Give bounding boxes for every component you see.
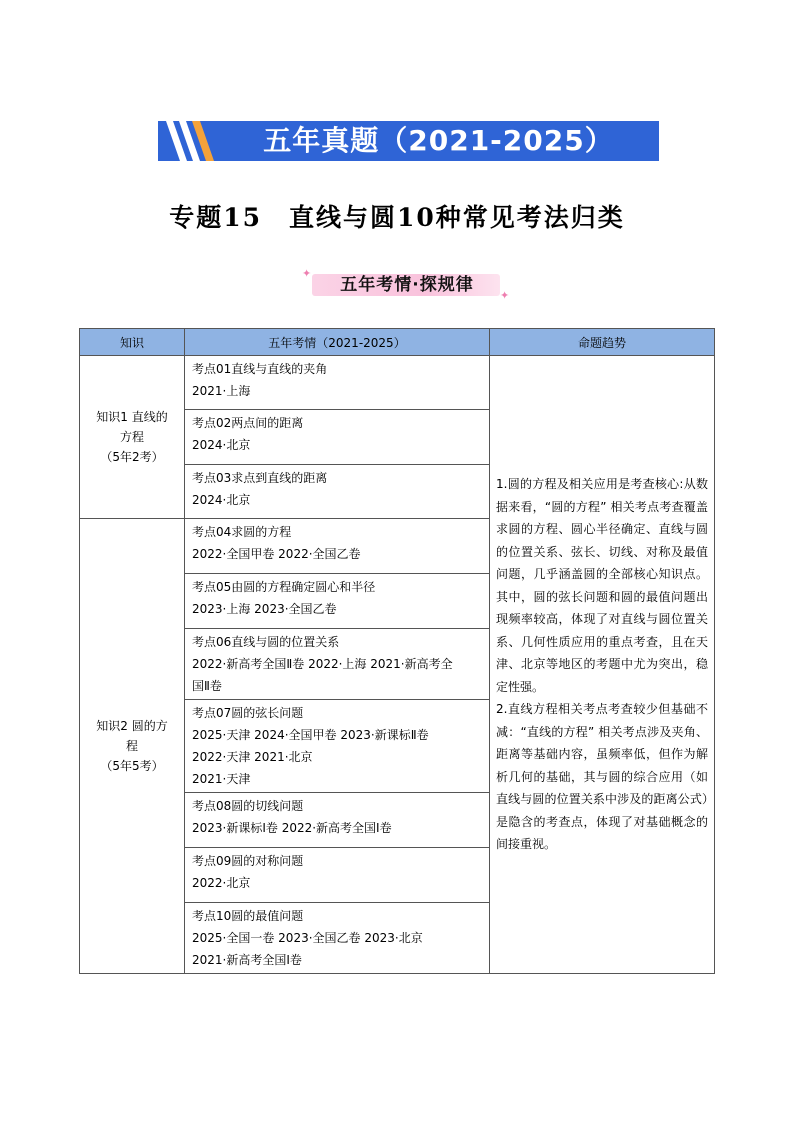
header-knowledge: 知识: [80, 329, 185, 356]
exam-point-cell: 考点04求圆的方程 2022·全国甲卷 2022·全国乙卷: [185, 519, 490, 574]
title-banner: [158, 121, 659, 161]
exam-point-cell: 考点09圆的对称问题 2022·北京: [185, 848, 490, 903]
exam-point-cell: 考点07圆的弦长问题 2025·天津 2024·全国甲卷 2023·新课标Ⅱ卷 2022·天津 2021·北京 2021·天津: [185, 700, 490, 793]
trend-paragraph: 2.直线方程相关考点考查较少但基础不减：“直线的方程” 相关考点涉及夹角、距离等基础内容，虽频率低，但作为解析几何的基础，其与圆的综合应用（如直线与圆的位置关系中涉及的距离公式）是隐含的考查点，体现了对基础概念的间接重视。: [496, 702, 708, 852]
knowledge-cell: 知识2 圆的方 程 （5年5考）: [80, 519, 185, 974]
knowledge-cell: 知识1 直线的 方程 （5年2考）: [80, 356, 185, 519]
trend-paragraph: 1.圆的方程及相关应用是考查核心:从数据来看，“圆的方程” 相关考点考查覆盖求圆的方程、圆心半径确定、直线与圆的位置关系、弦长、切线、对称及最值问题，几乎涵盖圆的全部核心知识点。其中，圆的弦长问题和圆的最值问题出现频率较高，体现了对直线与圆位置关系、几何性质应用的重点考查，且在天津、北京等地区的考题中尤为突出，稳定性强。: [496, 477, 708, 694]
exam-point-cell: 考点01直线与直线的夹角 2021·上海: [185, 356, 490, 410]
subject-title: 专题15 直线与圆10种常见考法归类: [169, 203, 625, 232]
section-heading-text: 五年考情·探规律: [340, 275, 474, 295]
exam-point-cell: 考点02两点间的距离 2024·北京: [185, 410, 490, 465]
exam-point-cell: 考点03求点到直线的距离 2024·北京: [185, 465, 490, 519]
exam-point-cell: 考点08圆的切线问题 2023·新课标Ⅰ卷 2022·新高考全国Ⅰ卷: [185, 793, 490, 848]
exam-table: [79, 328, 715, 974]
exam-point-cell: 考点10圆的最值问题 2025·全国一卷 2023·全国乙卷 2023·北京 2021·新高考全国Ⅰ卷: [185, 903, 490, 974]
header-five-year: 五年考情（2021-2025）: [185, 329, 490, 356]
section-heading: [300, 266, 514, 302]
sparkle-icon: ✦: [500, 289, 510, 302]
table-header-row: [80, 329, 715, 356]
header-trend: 命题趋势: [490, 329, 715, 356]
table-row: [80, 356, 715, 410]
trend-cell: [490, 356, 715, 974]
sparkle-icon: ✦: [302, 267, 312, 280]
banner-title: 五年真题（2021-2025）: [263, 124, 614, 157]
exam-point-cell: 考点06直线与圆的位置关系 2022·新高考全国Ⅱ卷 2022·上海 2021·新高考全 国Ⅱ卷: [185, 629, 490, 700]
exam-point-cell: 考点05由圆的方程确定圆心和半径 2023·上海 2023·全国乙卷: [185, 574, 490, 629]
